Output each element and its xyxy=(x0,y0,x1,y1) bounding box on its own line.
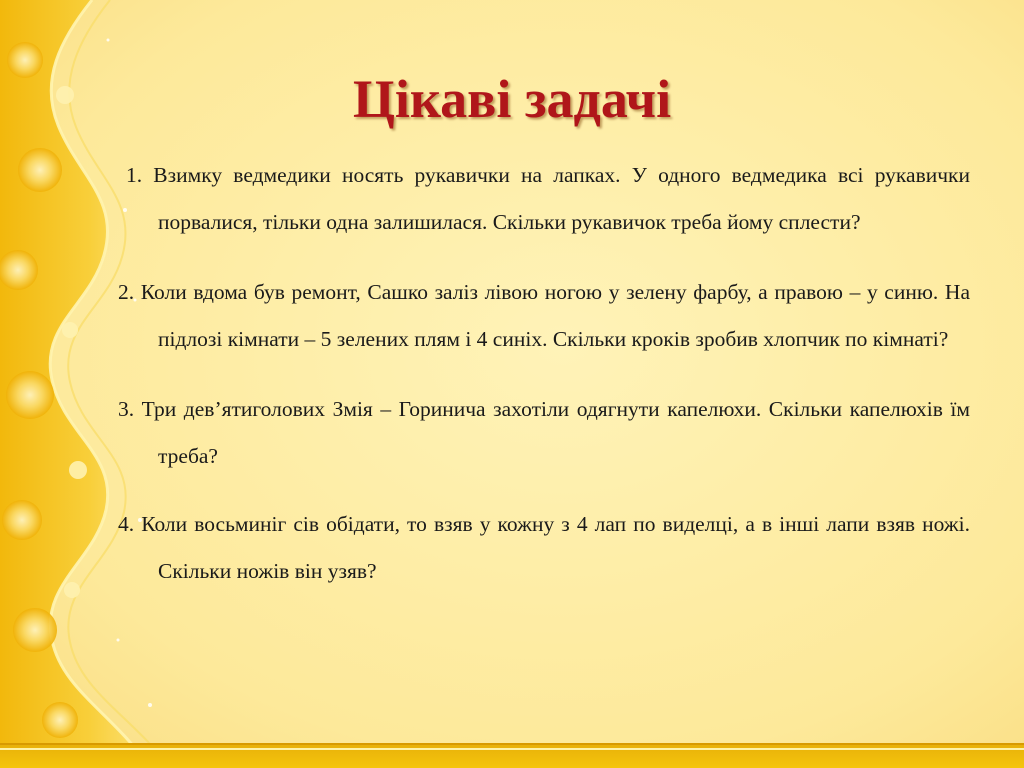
footer-divider xyxy=(0,748,1024,750)
task-3: 3. Три дев’ятиголових Змія – Горинича захотіли одягнути капелюхи. Скільки капелюхів їм треба? xyxy=(118,397,970,468)
task-1: 1. Взимку ведмедики носять рукавички на лапках. У одного ведмедика всі рукавички порвалися, тільки одна залишилася. Скільки рукавичок треба йому сплести? xyxy=(126,163,970,234)
task-4: 4. Коли восьминіг сів обідати, то взяв у кожну з 4 лап по виделці, а в інші лапи взяв ножі. Скільки ножів він узяв? xyxy=(118,512,970,583)
footer-bar xyxy=(0,743,1024,768)
task-list xyxy=(118,152,970,595)
slide-title: Цікаві задачі xyxy=(352,69,672,129)
task-2: 2. Коли вдома був ремонт, Сашко заліз лівою ногою у зелену фарбу, а правою – у синю. На підлозі кімнати – 5 зелених плям і 4 синіх. Скільки кроків зробив хлопчик по кімнаті? xyxy=(118,280,970,351)
